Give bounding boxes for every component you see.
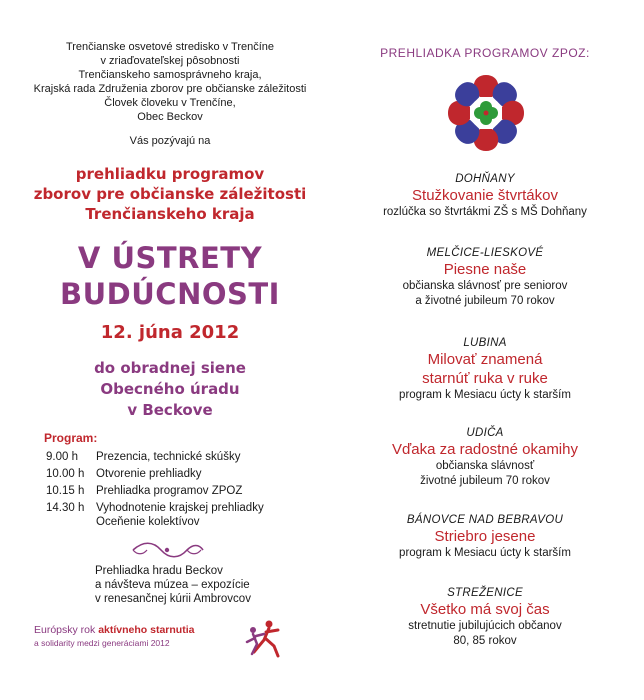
schedule-row (46, 466, 326, 483)
schedule-extra: Oceňenie kolektívov (96, 516, 200, 528)
schedule-time: 10.15 h (46, 485, 85, 497)
event-desc: program k Mesiacu úcty k starším (399, 547, 571, 559)
event-desc: občianska slávnosť pre seniorov (402, 280, 568, 292)
event-entry-dohnany (340, 172, 630, 220)
event-place: STREŽENICE (447, 587, 523, 599)
castle-line: v renesančnej kúrii Ambrovcov (95, 593, 251, 605)
event-title: Piesne naše (443, 261, 527, 278)
event-desc: a životné jubileum 70 rokov (415, 295, 555, 307)
schedule-row (46, 449, 326, 466)
event-title: Vďaka za radostné okamihy (392, 441, 578, 458)
invite-text: Vás pozývajú na (129, 135, 211, 147)
schedule-activity: Prezencia, technické skúšky (96, 451, 241, 463)
organizer-line: v zriaďovateľskej pôsobnosti (100, 55, 240, 67)
schedule-activity: Prehliadka programov ZPOZ (96, 485, 243, 497)
right-column (340, 0, 630, 700)
event-entry-melcice (340, 246, 630, 309)
event-place: DOHŇANY (455, 173, 515, 185)
ornament-flourish-icon (125, 540, 210, 560)
event-entry-banovce (340, 513, 630, 561)
organizer-line: Trenčianske osvetové stredisko v Trenčíne (65, 41, 275, 53)
event-title: starnúť ruka v ruke (422, 370, 548, 387)
event-place: MELČICE-LIESKOVÉ (426, 247, 544, 259)
event-place: UDIČA (466, 427, 504, 439)
european-year-logo (34, 618, 284, 658)
schedule-activity: Otvorenie prehliadky (96, 468, 202, 480)
event-headline (20, 240, 320, 312)
dancing-figures-icon (244, 618, 282, 658)
european-year-bold: aktívneho starnutia (98, 624, 195, 636)
event-title: Striebro jesene (434, 528, 536, 545)
organizer-line: Trenčianskeho samosprávneho kraja, (78, 69, 262, 81)
organizer-line: Človek človeku v Trenčíne, (104, 97, 236, 109)
schedule-activity: Vyhodnotenie krajskej prehliadky (96, 502, 264, 514)
event-place: BÁNOVCE NAD BEBRAVOU (406, 514, 564, 526)
event-desc: 80, 85 rokov (453, 635, 517, 647)
organizer-line: Obec Beckov (137, 111, 203, 123)
subtitle-line: Trenčianskeho kraja (85, 205, 255, 223)
venue-line: Obecného úradu (100, 380, 240, 398)
event-subtitle (20, 164, 320, 224)
schedule-time: 10.00 h (46, 468, 85, 480)
event-desc: rozlúčka so štvrtákmi ZŠ s MŠ Dohňany (383, 206, 587, 218)
program-label: Program: (44, 431, 98, 445)
program-schedule (46, 449, 326, 517)
event-desc: stretnutie jubilujúcich občanov (408, 620, 562, 632)
event-entry-lubina (340, 336, 630, 403)
event-title: Milovať znamená (427, 351, 543, 368)
event-venue (20, 358, 320, 421)
headline-line: BUDÚCNOSTI (60, 277, 280, 311)
event-desc: program k Mesiacu úcty k starším (399, 389, 571, 401)
european-year-line2: a solidarity medzi generáciami 2012 (34, 638, 170, 648)
venue-line: do obradnej siene (94, 359, 246, 377)
schedule-row (46, 483, 326, 500)
schedule-time: 14.30 h (46, 502, 85, 514)
event-entry-strezenice (340, 586, 630, 649)
subtitle-line: zborov pre občianske záležitosti (33, 185, 307, 203)
venue-line: v Beckove (127, 401, 213, 419)
castle-line: a návšteva múzea – expozície (95, 579, 250, 591)
schedule-row (46, 500, 326, 517)
event-desc: životné jubileum 70 rokov (420, 475, 550, 487)
event-date: 12. júna 2012 (100, 322, 240, 343)
event-place: LUBINA (463, 337, 507, 349)
event-desc: občianska slávnosť (435, 460, 535, 472)
european-year-line1 (34, 624, 194, 636)
organizer-line: Krajská rada Združenia zborov pre občianske záležitosti (33, 83, 307, 95)
organizers-block (20, 40, 320, 124)
schedule-time: 9.00 h (46, 451, 78, 463)
castle-line: Prehliadka hradu Beckov (95, 565, 223, 577)
event-title: Všetko má svoj čas (420, 601, 550, 618)
headline-line: V ÚSTRETY (77, 241, 263, 275)
european-year-prefix: Európsky rok (34, 624, 96, 636)
event-entry-udica (340, 426, 630, 489)
castle-visit (95, 564, 251, 606)
subtitle-line: prehliadku programov (75, 165, 265, 183)
zpoz-logo-icon (445, 72, 527, 154)
right-column-title: PREHLIADKA PROGRAMOV ZPOZ: (380, 46, 590, 60)
event-title: Stužkovanie štvrtákov (412, 187, 558, 204)
